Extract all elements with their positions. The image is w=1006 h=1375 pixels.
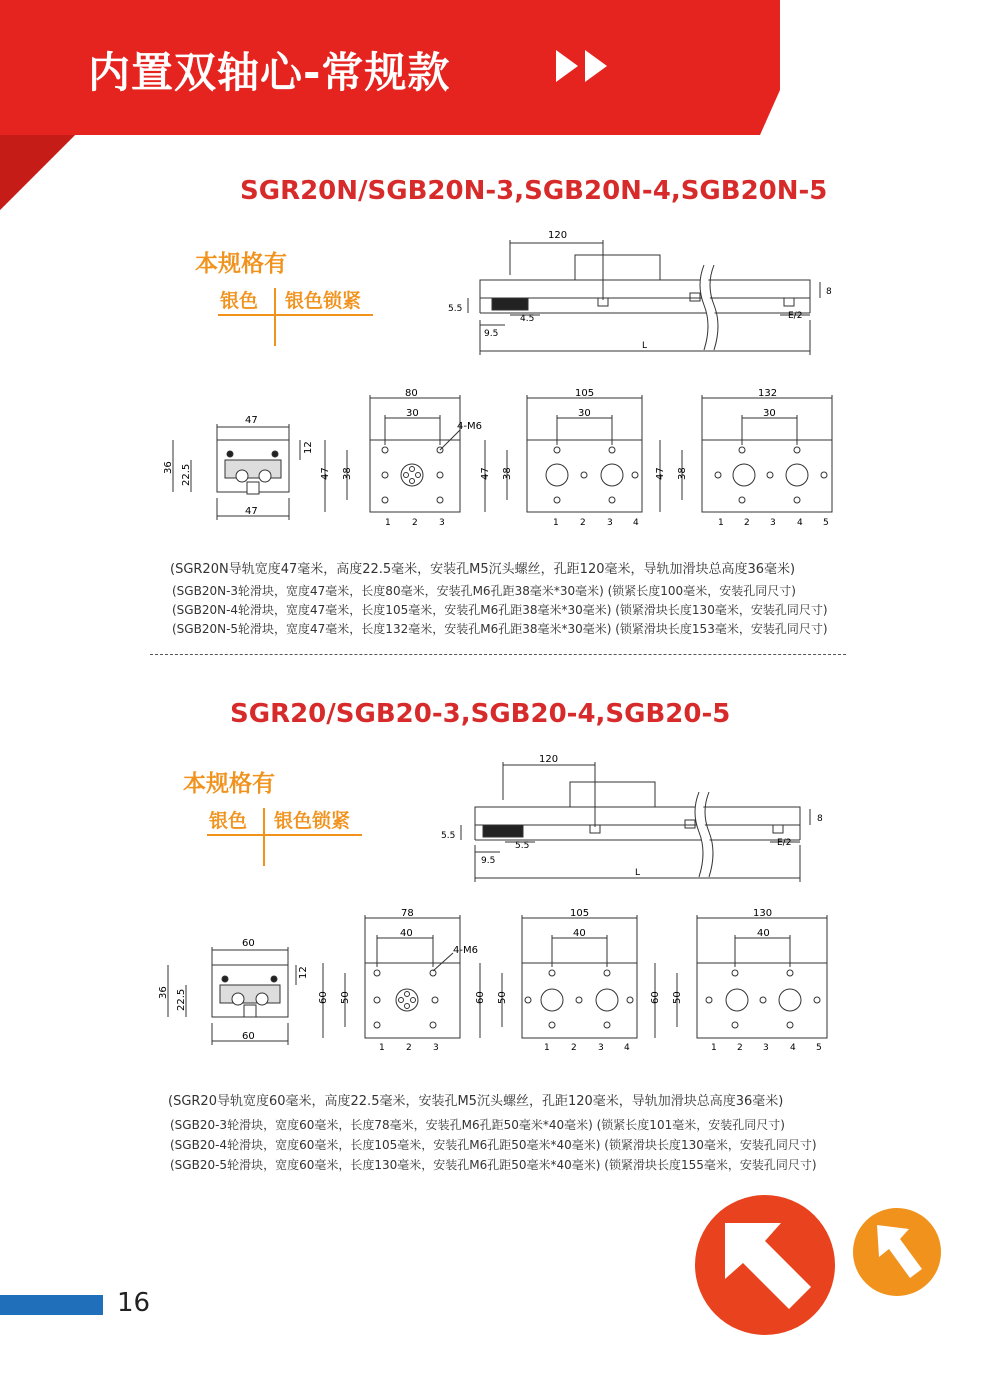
page-title: 内置双轴心-常规款 xyxy=(88,48,451,97)
block-inner: 30 xyxy=(578,408,591,419)
dim-pitch-1: 120 xyxy=(548,230,568,241)
block-hole: 50 xyxy=(672,991,683,1004)
block-inner: 30 xyxy=(763,408,776,419)
block-num: 3 xyxy=(433,1043,439,1053)
dim-pitch-2: 120 xyxy=(539,754,559,765)
note-2-3: (SGB20-5轮滑块，宽度60毫米，长度130毫米，安装孔M6孔距50毫米*40毫米) (锁紧滑块长度155毫米，安装孔同尺寸) xyxy=(170,1158,817,1172)
rail-cross-section-2 xyxy=(150,935,310,1050)
arrow-logo-small-icon xyxy=(852,1207,942,1297)
dim-length-2: L xyxy=(635,868,641,878)
block-width: 105 xyxy=(570,908,590,919)
note-1-1: (SGB20N-3轮滑块，宽度47毫米，长度80毫米，安装孔M6孔距38毫米*30毫米) (锁紧长度100毫米，安装孔同尺寸) xyxy=(172,584,796,598)
block-num: 2 xyxy=(406,1043,412,1053)
spec-underline-1 xyxy=(218,314,373,316)
block-num: 1 xyxy=(379,1043,385,1053)
dim-half-2: E/2 xyxy=(777,838,792,848)
spec-option-silver-lock-1: 银色锁紧 xyxy=(285,290,362,312)
section-h-rail-2: 22.5 xyxy=(176,988,187,1011)
block-num: 3 xyxy=(607,518,613,528)
dim-height-left-1: 5.5 xyxy=(448,304,463,314)
block-num: 3 xyxy=(439,518,445,528)
block-num: 1 xyxy=(553,518,559,528)
arrow-logo-large-icon xyxy=(693,1193,838,1338)
dim-half-1: E/2 xyxy=(788,311,803,321)
section-h-total-2: 36 xyxy=(158,986,169,999)
block-hole: 50 xyxy=(497,991,508,1004)
footer-bar xyxy=(0,1295,103,1315)
block-num: 1 xyxy=(711,1043,717,1053)
spec-option-silver-lock-2: 银色锁紧 xyxy=(274,810,351,832)
block-height: 47 xyxy=(320,467,331,480)
rail-cross-section-1 xyxy=(155,412,315,527)
dim-height-left-2: 5.5 xyxy=(441,831,456,841)
spec-heading-2: 本规格有 xyxy=(183,771,275,797)
section-h-total-1: 36 xyxy=(163,461,174,474)
block-height: 60 xyxy=(475,991,486,1004)
note-1-3: (SGB20N-5轮滑块，宽度47毫米，长度132毫米，安装孔M6孔距38毫米*30毫米) (锁紧滑块长度153毫米，安装孔同尺寸) xyxy=(172,622,828,636)
block-height: 60 xyxy=(318,991,329,1004)
note-1-2: (SGB20N-4轮滑块，宽度47毫米，长度105毫米，安装孔M6孔距38毫米*30毫米) (锁紧滑块长度130毫米，安装孔同尺寸) xyxy=(172,603,828,617)
section-h-top-2: 12 xyxy=(298,966,309,979)
block-width: 132 xyxy=(758,388,778,399)
spec-divider-2 xyxy=(263,808,265,866)
block-num: 4 xyxy=(797,518,803,528)
block-num: 4 xyxy=(633,518,639,528)
block-holes-label: 4-M6 xyxy=(457,421,482,432)
block-height: 60 xyxy=(650,991,661,1004)
block-num: 2 xyxy=(744,518,750,528)
block-num: 3 xyxy=(763,1043,769,1053)
dim-right-2: 8 xyxy=(817,814,823,824)
block-view-2-3 xyxy=(645,905,845,1055)
block-num: 1 xyxy=(544,1043,550,1053)
model-title-2: SGR20/SGB20-3,SGB20-4,SGB20-5 xyxy=(230,699,731,729)
rail-side-view-2 xyxy=(435,750,845,885)
block-holes-label: 4-M6 xyxy=(453,945,478,956)
block-num: 2 xyxy=(580,518,586,528)
note-main-2: (SGR20导轨宽度60毫米，高度22.5毫米，安装孔M5沉头螺丝，孔距120毫米，导轨加滑块总高度36毫米) xyxy=(168,1094,784,1109)
block-hole: 38 xyxy=(677,467,688,480)
dim-d1-1: 9.5 xyxy=(484,329,499,339)
block-hole: 38 xyxy=(342,467,353,480)
dim-d1-2: 9.5 xyxy=(481,856,496,866)
block-num: 4 xyxy=(624,1043,630,1053)
spec-option-silver-2: 银色 xyxy=(209,810,248,832)
block-view-2-1 xyxy=(315,905,490,1055)
block-num: 5 xyxy=(816,1043,822,1053)
block-inner: 40 xyxy=(400,928,413,939)
dim-d2-2: 5.5 xyxy=(515,841,530,851)
model-title-1: SGR20N/SGB20N-3,SGB20N-4,SGB20N-5 xyxy=(240,176,828,206)
note-main-1: (SGR20N导轨宽度47毫米，高度22.5毫米，安装孔M5沉头螺丝，孔距120毫米，导轨加滑块总高度36毫米) xyxy=(170,562,796,577)
block-inner: 40 xyxy=(573,928,586,939)
block-num: 2 xyxy=(737,1043,743,1053)
block-hole: 38 xyxy=(502,467,513,480)
block-num: 3 xyxy=(770,518,776,528)
spec-option-silver-1: 银色 xyxy=(220,290,259,312)
block-hole: 50 xyxy=(340,991,351,1004)
block-inner: 30 xyxy=(406,408,419,419)
section-separator xyxy=(150,654,846,655)
spec-underline-2 xyxy=(207,834,362,836)
section-h-top-1: 12 xyxy=(303,441,314,454)
block-height: 47 xyxy=(480,467,491,480)
block-num: 4 xyxy=(790,1043,796,1053)
block-view-1-3 xyxy=(650,385,850,530)
note-2-2: (SGB20-4轮滑块，宽度60毫米，长度105毫米，安装孔M6孔距50毫米*40毫米) (锁紧滑块长度130毫米，安装孔同尺寸) xyxy=(170,1138,817,1152)
block-num: 1 xyxy=(385,518,391,528)
block-width: 130 xyxy=(753,908,773,919)
block-view-2-2 xyxy=(470,905,650,1055)
dim-length-1: L xyxy=(642,341,648,351)
spec-heading-1: 本规格有 xyxy=(195,251,287,277)
page-number: 16 xyxy=(117,1288,151,1318)
section-bottom-2: 60 xyxy=(242,1031,255,1042)
section-top-2: 60 xyxy=(242,938,255,949)
block-width: 105 xyxy=(575,388,595,399)
block-num: 2 xyxy=(412,518,418,528)
block-view-1-2 xyxy=(475,385,650,530)
block-num: 5 xyxy=(823,518,829,528)
block-view-1-1 xyxy=(315,385,490,530)
dim-d2-1: 4.5 xyxy=(520,314,535,324)
block-width: 78 xyxy=(401,908,414,919)
section-bottom-1: 47 xyxy=(245,506,258,517)
block-height: 47 xyxy=(655,467,666,480)
dim-right-1: 8 xyxy=(826,287,832,297)
block-num: 3 xyxy=(598,1043,604,1053)
block-num: 1 xyxy=(718,518,724,528)
spec-divider-1 xyxy=(274,288,276,346)
rail-side-view-1 xyxy=(440,225,850,360)
block-num: 2 xyxy=(571,1043,577,1053)
note-2-1: (SGB20-3轮滑块，宽度60毫米，长度78毫米，安装孔M6孔距50毫米*40毫米) (锁紧长度101毫米，安装孔同尺寸) xyxy=(170,1118,785,1132)
section-h-rail-1: 22.5 xyxy=(181,463,192,486)
block-width: 80 xyxy=(405,388,418,399)
section-top-1: 47 xyxy=(245,415,258,426)
block-inner: 40 xyxy=(757,928,770,939)
